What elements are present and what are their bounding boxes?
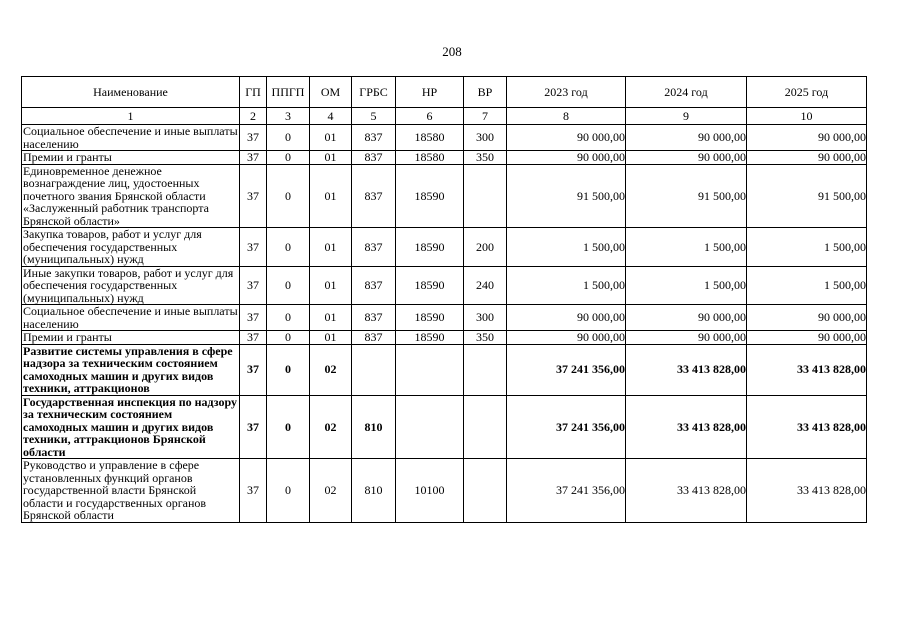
column-number: 7 (464, 108, 507, 125)
amount-2025-cell: 33 413 828,00 (747, 395, 867, 459)
amount-2024-cell: 33 413 828,00 (626, 395, 747, 459)
amount-2024-cell: 90 000,00 (626, 125, 747, 151)
amount-2024-cell: 91 500,00 (626, 164, 747, 228)
gp-cell: 37 (240, 344, 267, 395)
table-row (22, 305, 867, 331)
amount-2024-cell: 33 413 828,00 (626, 459, 747, 523)
amount-2025-cell: 33 413 828,00 (747, 344, 867, 395)
vr-cell: 300 (464, 125, 507, 151)
om-cell: 02 (310, 344, 352, 395)
column-number: 10 (747, 108, 867, 125)
header-cell: ГП (240, 77, 267, 108)
header-row (22, 77, 867, 108)
gp-cell: 37 (240, 266, 267, 305)
amount-2023-cell: 91 500,00 (507, 164, 626, 228)
grbs-cell: 810 (352, 395, 396, 459)
row-name-cell: Руководство и управление в сфере установленных функций органов государственной власти Брянской области и государственных органов Брянской области (22, 459, 240, 523)
om-cell: 01 (310, 331, 352, 345)
row-name-cell: Премии и гранты (22, 151, 240, 165)
om-cell: 02 (310, 459, 352, 523)
ppgp-cell: 0 (267, 344, 310, 395)
vr-cell: 200 (464, 228, 507, 267)
gp-cell: 37 (240, 164, 267, 228)
amount-2025-cell: 90 000,00 (747, 125, 867, 151)
amount-2023-cell: 90 000,00 (507, 151, 626, 165)
ppgp-cell: 0 (267, 125, 310, 151)
header-cell: ОМ (310, 77, 352, 108)
om-cell: 01 (310, 151, 352, 165)
grbs-cell: 810 (352, 459, 396, 523)
header-cell: ВР (464, 77, 507, 108)
row-name-cell: Закупка товаров, работ и услуг для обеспечения государственных (муниципальных) нужд (22, 228, 240, 267)
om-cell: 01 (310, 125, 352, 151)
gp-cell: 37 (240, 395, 267, 459)
page-number: 208 (442, 44, 462, 59)
column-number: 6 (396, 108, 464, 125)
column-number-row (22, 108, 867, 125)
nr-cell (396, 395, 464, 459)
amount-2025-cell: 33 413 828,00 (747, 459, 867, 523)
column-number: 4 (310, 108, 352, 125)
table-row (22, 164, 867, 228)
row-name-cell: Премии и гранты (22, 331, 240, 345)
row-name-cell: Иные закупки товаров, работ и услуг для обеспечения государственных (муниципальных) нужд (22, 266, 240, 305)
column-number: 1 (22, 108, 240, 125)
gp-cell: 37 (240, 331, 267, 345)
ppgp-cell: 0 (267, 305, 310, 331)
ppgp-cell: 0 (267, 151, 310, 165)
vr-cell: 300 (464, 305, 507, 331)
amount-2025-cell: 90 000,00 (747, 331, 867, 345)
amount-2025-cell: 91 500,00 (747, 164, 867, 228)
table-row (22, 266, 867, 305)
column-number: 2 (240, 108, 267, 125)
om-cell: 01 (310, 305, 352, 331)
budget-table (21, 76, 867, 523)
amount-2023-cell: 90 000,00 (507, 305, 626, 331)
nr-cell: 18590 (396, 228, 464, 267)
table-row (22, 344, 867, 395)
grbs-cell: 837 (352, 125, 396, 151)
table-row (22, 459, 867, 523)
grbs-cell: 837 (352, 228, 396, 267)
row-name-cell: Государственная инспекция по надзору за техническим состоянием самоходных машин и других видов техники, аттракционов Брянской области (22, 395, 240, 459)
amount-2024-cell: 1 500,00 (626, 228, 747, 267)
table-row (22, 331, 867, 345)
header-cell: ППГП (267, 77, 310, 108)
row-name-cell: Социальное обеспечение и иные выплаты населению (23, 304, 238, 331)
gp-cell: 37 (240, 228, 267, 267)
amount-2024-cell: 1 500,00 (626, 266, 747, 305)
header-cell: 2024 год (626, 77, 747, 108)
amount-2023-cell: 90 000,00 (507, 125, 626, 151)
vr-cell: 350 (464, 331, 507, 345)
column-number: 3 (267, 108, 310, 125)
gp-cell: 37 (240, 125, 267, 151)
ppgp-cell: 0 (267, 459, 310, 523)
grbs-cell: 837 (352, 266, 396, 305)
column-number: 5 (352, 108, 396, 125)
vr-cell (464, 164, 507, 228)
gp-cell: 37 (240, 459, 267, 523)
nr-cell: 18580 (396, 125, 464, 151)
amount-2023-cell: 37 241 356,00 (507, 459, 626, 523)
table-row (22, 151, 867, 165)
amount-2024-cell: 90 000,00 (626, 331, 747, 345)
grbs-cell (352, 344, 396, 395)
vr-cell (464, 459, 507, 523)
vr-cell: 240 (464, 266, 507, 305)
amount-2023-cell: 37 241 356,00 (507, 344, 626, 395)
table-row (22, 228, 867, 267)
ppgp-cell: 0 (267, 228, 310, 267)
vr-cell (464, 344, 507, 395)
om-cell: 02 (310, 395, 352, 459)
om-cell: 01 (310, 164, 352, 228)
grbs-cell: 837 (352, 305, 396, 331)
om-cell: 01 (310, 228, 352, 267)
header-cell: Наименование (22, 77, 240, 108)
header-cell: НР (396, 77, 464, 108)
grbs-cell: 837 (352, 164, 396, 228)
gp-cell: 37 (240, 151, 267, 165)
om-cell: 01 (310, 266, 352, 305)
vr-cell: 350 (464, 151, 507, 165)
gp-cell: 37 (240, 305, 267, 331)
column-number: 8 (507, 108, 626, 125)
amount-2023-cell: 90 000,00 (507, 331, 626, 345)
row-name-cell: Социальное обеспечение и иные выплаты населению (23, 124, 238, 151)
header-cell: 2025 год (747, 77, 867, 108)
header-cell: ГРБС (352, 77, 396, 108)
header-cell: 2023 год (507, 77, 626, 108)
nr-cell (396, 344, 464, 395)
amount-2025-cell: 90 000,00 (747, 305, 867, 331)
nr-cell: 18590 (396, 164, 464, 228)
amount-2023-cell: 37 241 356,00 (507, 395, 626, 459)
nr-cell: 18590 (396, 266, 464, 305)
amount-2025-cell: 90 000,00 (747, 151, 867, 165)
ppgp-cell: 0 (267, 395, 310, 459)
amount-2025-cell: 1 500,00 (747, 266, 867, 305)
row-name-cell: Единовременное денежное вознаграждение лиц, удостоенных почетного звания Брянской области «Заслуженный работник транспорта Брянской области» (22, 164, 240, 228)
amount-2025-cell: 1 500,00 (747, 228, 867, 267)
table-row (22, 125, 867, 151)
ppgp-cell: 0 (267, 266, 310, 305)
table-row (22, 395, 867, 459)
nr-cell: 18590 (396, 331, 464, 345)
ppgp-cell: 0 (267, 164, 310, 228)
amount-2024-cell: 90 000,00 (626, 151, 747, 165)
amount-2023-cell: 1 500,00 (507, 228, 626, 267)
nr-cell: 18580 (396, 151, 464, 165)
ppgp-cell: 0 (267, 331, 310, 345)
grbs-cell: 837 (352, 331, 396, 345)
row-name-cell: Развитие системы управления в сфере надзора за техническим состоянием самоходных машин и других видов техники, аттракционов (22, 344, 240, 395)
amount-2024-cell: 33 413 828,00 (626, 344, 747, 395)
nr-cell: 18590 (396, 305, 464, 331)
vr-cell (464, 395, 507, 459)
amount-2024-cell: 90 000,00 (626, 305, 747, 331)
grbs-cell: 837 (352, 151, 396, 165)
column-number: 9 (626, 108, 747, 125)
amount-2023-cell: 1 500,00 (507, 266, 626, 305)
nr-cell: 10100 (396, 459, 464, 523)
